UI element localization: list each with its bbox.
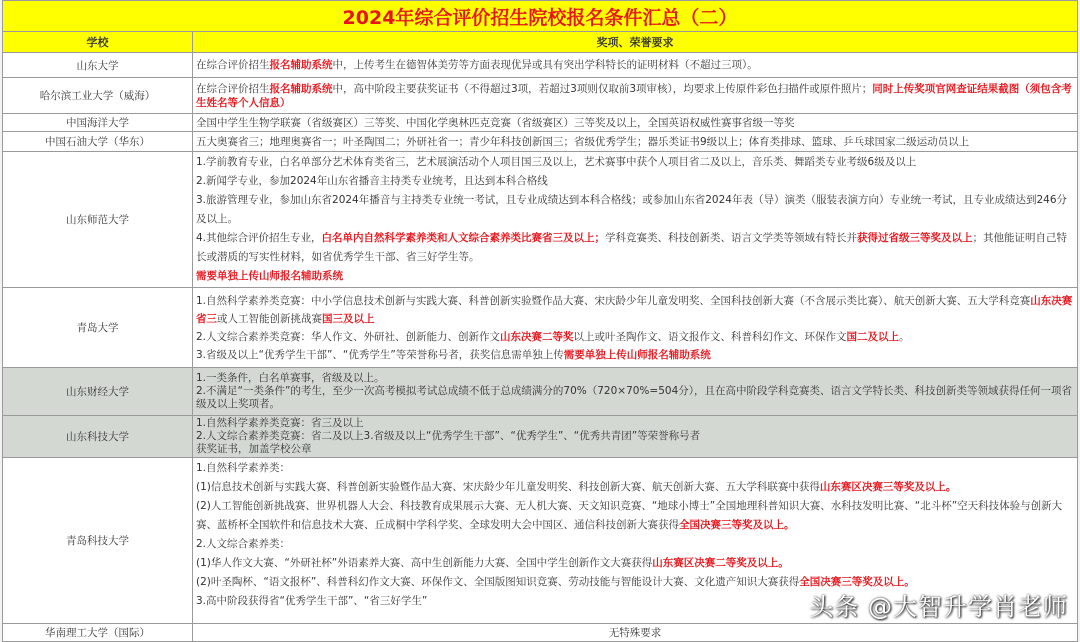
- requirement-line: [196, 535, 1074, 554]
- requirement-line: [196, 292, 1074, 328]
- requirements-cell: [193, 368, 1078, 416]
- requirements-cell: [193, 152, 1078, 288]
- requirement-text: 3.高中阶段获得省“优秀学生干部”、“省三好学生”: [196, 595, 428, 607]
- requirement-text: 1.学前教育专业，白名单部分艺术体育类省三，艺术展演活动个人项目国三及以上，艺术赛事中获个人项目省二及以上，音乐类、舞蹈类专业考级6级及以上: [196, 156, 917, 168]
- requirement-text: 4.其他综合评价招生专业，: [196, 232, 322, 244]
- watermark: 头条 @大智升学肖老师: [809, 593, 1068, 621]
- requirement-text: 获奖证书，加盖学校公章: [196, 443, 312, 455]
- requirement-line: [196, 191, 1074, 229]
- requirement-line: [196, 626, 1074, 640]
- requirement-line: [196, 443, 1074, 456]
- requirements-cell: [193, 416, 1078, 458]
- requirement-text: 。: [899, 330, 910, 343]
- requirements-cell: [193, 132, 1078, 152]
- table-row: [3, 114, 1078, 132]
- admission-requirements-table: [2, 0, 1078, 642]
- requirement-line: [196, 153, 1074, 172]
- highlight-text: 需要单独上传山师报名辅助系统: [563, 348, 711, 361]
- requirement-text: (1)华人作文大赛、“外研社杯”外语素养大赛、高中生创新能力大赛、全国中学生创新作文大赛获得: [196, 557, 653, 569]
- requirement-text: 1.一类条件，白名单赛事，省级及以上。: [196, 372, 385, 384]
- school-name: 华南理工大学（国际）: [3, 624, 193, 642]
- school-name: 山东财经大学: [3, 368, 193, 416]
- requirement-text: 2.人文综合素养类竞赛：省二及以上3.省级及以上“优秀学生干部”、“优秀学生”、“优秀共青团”等荣誉称号者: [196, 430, 701, 442]
- highlight-text: 山东赛区决赛三等奖及以上。: [819, 481, 957, 493]
- requirement-line: [196, 267, 1074, 286]
- requirements-cell: [193, 624, 1078, 642]
- requirement-line: [196, 346, 1074, 364]
- highlight-text: 同时上传奖项官网查证结果截图（须包含考生姓名等个人信息）: [196, 82, 1072, 109]
- highlight-text: 报名辅助系统: [269, 59, 333, 71]
- requirements-cell: [193, 53, 1078, 78]
- school-name: 中国石油大学（华东）: [3, 132, 193, 152]
- requirement-text: 五大奥赛省三；地理奥赛省一；叶圣陶国二；外研社省一；青少年科技创新国三；省级优秀学生；器乐类证书9级以上；体育类排球、篮球、乒乓球国家二级运动员以上: [196, 135, 970, 148]
- requirement-line: [196, 385, 1074, 411]
- requirement-line: [196, 573, 1074, 592]
- requirement-line: [196, 417, 1074, 430]
- highlight-text: 全国决赛三等奖及以上。: [799, 576, 915, 588]
- requirement-text: 在综合评价招生: [196, 82, 270, 95]
- table-row: [3, 624, 1078, 642]
- requirement-text: 或人工智能创新挑战赛: [217, 312, 322, 325]
- requirement-text: 无特殊要求: [608, 626, 662, 639]
- school-name: 山东师范大学: [3, 152, 193, 288]
- school-name: 青岛科技大学: [3, 458, 193, 624]
- table-row: [3, 152, 1078, 288]
- school-name: 哈尔滨工业大学（威海）: [3, 78, 193, 114]
- highlight-text: 国三及以上: [322, 312, 375, 325]
- highlight-text: 国二及以上: [846, 330, 900, 343]
- requirement-line: [196, 372, 1074, 385]
- requirement-text: (2)人工智能创新挑战赛、世界机器人大会、科技教育成果展示大赛、无人机大赛、天文知识竞赛、“地球小博士”全国地理科普知识大赛、水科技发明比赛、“北斗杯”空天科技体验与创新大赛、蓝桥杯全国软件和信息技术大赛、丘成桐中学科学奖、全球发明大会中国区、通信科技创新大赛获得: [196, 500, 1063, 531]
- requirement-line: [196, 172, 1074, 191]
- requirement-text: 1.自然科学素养类竞赛：中小学信息技术创新与实践大赛、科普创新实验暨作品大赛、宋庆龄少年儿童发明奖、全国科技创新大赛（不含展示类比赛）、航天创新大赛、五大学科竞赛: [196, 294, 1031, 307]
- requirement-text: 2.人文综合素养类：: [196, 538, 291, 550]
- table-row: [3, 416, 1078, 458]
- requirement-text: 3.省级及以上“优秀学生干部”、“优秀学生”等荣誉称号者，获奖信息需单独上传: [196, 348, 564, 361]
- requirement-line: [196, 554, 1074, 573]
- requirement-text: 2.人文综合素养类竞赛：华人作文、外研社、创新能力、创新作文: [196, 330, 501, 343]
- highlight-text: 全国决赛三等奖及以上。: [679, 519, 795, 531]
- school-name: 山东科技大学: [3, 416, 193, 458]
- highlight-text: 山东决赛二等奖: [500, 330, 574, 343]
- requirement-text: (2)叶圣陶杯、“语文报杯”、科普科幻作文大赛、环保作文、全国版图知识竞赛、劳动技能与智能设计大赛、文化遗产知识大赛获得: [196, 576, 800, 588]
- requirement-line: [196, 328, 1074, 346]
- highlight-text: 需要单独上传山师报名辅助系统: [196, 270, 343, 282]
- table-row: [3, 368, 1078, 416]
- table-row: [3, 458, 1078, 624]
- header-requirements: 奖项、荣誉要求: [193, 32, 1078, 53]
- requirement-text: 2.新闻学专业，参加2024年山东省播音主持类专业统考，且达到本科合格线: [196, 175, 548, 187]
- requirement-text: 3.旅游管理专业，参加山东省2024年播音与主持类专业统一考试，且专业成绩达到本科合格线；或参加山东省2024年表（导）演类（服装表演方向）专业统一考试，且专业成绩达到246分及以上。: [196, 194, 1067, 225]
- requirement-line: [196, 58, 1074, 72]
- requirements-cell: [193, 458, 1078, 624]
- highlight-text: 获得过省级三等奖及以上: [857, 232, 973, 244]
- requirement-line: [196, 459, 1074, 478]
- page-title: 2024年综合评价招生院校报名条件汇总（二）: [3, 1, 1078, 32]
- header-school: 学校: [3, 32, 193, 53]
- highlight-text: 白名单内自然科学素养类和人文综合素养类比赛省三及以上；: [321, 232, 606, 244]
- requirement-line: [196, 82, 1074, 110]
- requirement-text: 以上或叶圣陶作文、语文报作文、科普科幻作文、环保作文: [573, 330, 847, 343]
- requirement-line: [196, 116, 1074, 130]
- requirement-text: 全国中学生生物学联赛（省级赛区）三等奖、中国化学奥林匹克竞赛（省级赛区）三等奖及以上，全国英语权威性赛事省级一等奖: [196, 116, 795, 129]
- requirement-line: [196, 430, 1074, 443]
- table-row: [3, 53, 1078, 78]
- requirement-line: [196, 497, 1074, 535]
- highlight-text: 山东决赛省三: [196, 294, 1073, 325]
- requirements-cell: [193, 288, 1078, 368]
- requirement-text: 1.自然科学素养类：: [196, 462, 291, 474]
- requirement-text: 2.不满足“一类条件”的考生，至少一次高考模拟考试总成绩不低于总成绩满分的70%（720×70%=504分），且在高中阶段学科竞赛类、语言文学特长类、科技创新类等领域获得任何一项省级及以上奖项者。: [196, 385, 1072, 410]
- highlight-text: 山东赛区决赛二等奖及以上。: [652, 557, 789, 569]
- requirement-line: [196, 229, 1074, 267]
- school-name: 山东大学: [3, 53, 193, 78]
- table-row: [3, 78, 1078, 114]
- school-name: 青岛大学: [3, 288, 193, 368]
- table-row: [3, 132, 1078, 152]
- requirement-text: ；其他能证明自己特长或潜质的写实性材料，如省优秀学生干部、省三好学生等。: [196, 232, 1068, 263]
- highlight-text: 报名辅助系统: [269, 82, 333, 95]
- requirement-text: 中，高中阶段主要获奖证书（不得超过3项，若超过3项则仅取前3项审核），均要求上传原件彩色扫描件或原件照片；: [332, 82, 873, 95]
- requirement-text: 1.自然科学素养类竞赛：省三及以上: [196, 417, 364, 429]
- requirement-line: [196, 135, 1074, 149]
- requirement-line: [196, 478, 1074, 497]
- requirement-text: 在综合评价招生: [196, 59, 270, 71]
- school-name: 中国海洋大学: [3, 114, 193, 132]
- requirements-cell: [193, 114, 1078, 132]
- requirement-text: (1)信息技术创新与实践大赛、科普创新实验暨作品大赛、宋庆龄少年儿童发明奖、科技创新大赛、航天创新大赛、五大学科联赛中获得: [196, 481, 820, 493]
- table-row: [3, 288, 1078, 368]
- requirement-text: 中，上传考生在德智体美劳等方面表现优异或具有突出学科特长的证明材料（不超过三项）。: [332, 59, 758, 71]
- requirement-text: 学科竞赛类、科技创新类、语言文学类等领域有特长并: [605, 232, 858, 244]
- requirements-cell: [193, 78, 1078, 114]
